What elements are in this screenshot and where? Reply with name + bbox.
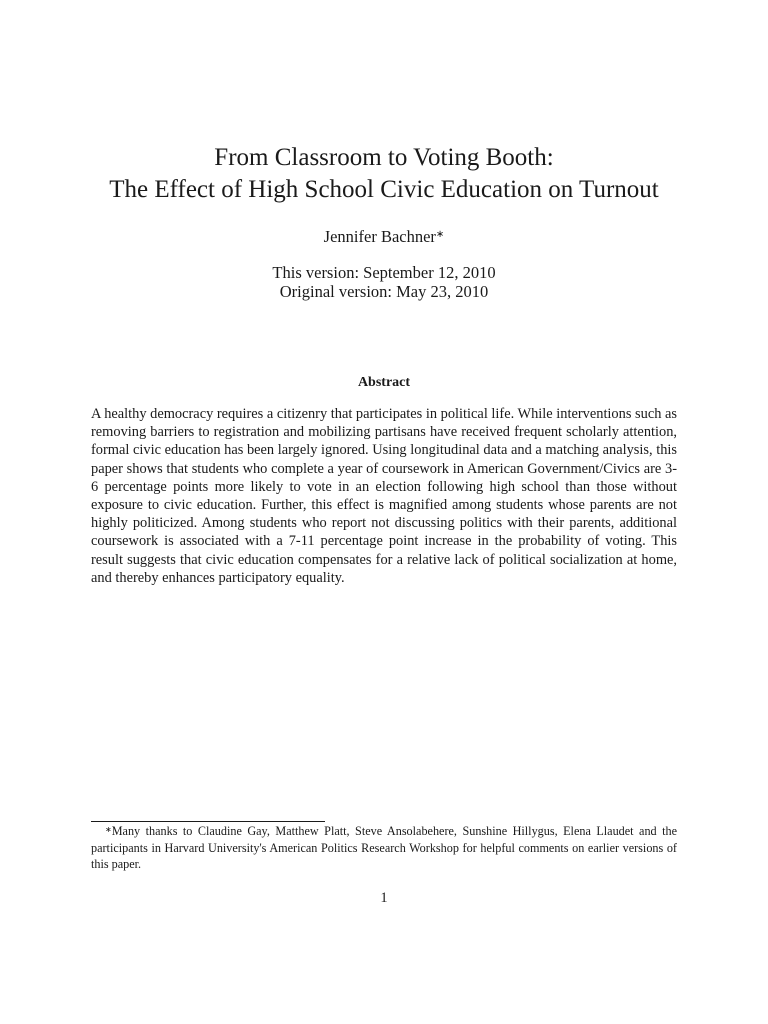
author-line (0, 227, 768, 247)
abstract-text: A healthy democracy requires a citizenry that participates in political life. While interventions such as removing barriers to registration and mobilizing partisans have received frequent scholarly attention, formal civic education has been largely ignored. Using longitudinal data and a matching analysis, this paper shows that students who complete a year of coursework in American Government/Civics are 3-6 percentage points more likely to vote in an election following high school than those without exposure to civic education. Further, this effect is magnified among students whose parents are not highly politicized. Among students who report not discussing politics with their parents, additional coursework is associated with a 7-11 percentage point increase in the probability of voting. This result suggests that civic education compensates for a relative lack of political socialization at home, and thereby enhances participatory equality. (91, 406, 677, 586)
title-line-1: From Classroom to Voting Booth: (214, 144, 554, 171)
footnote-text: Many thanks to Claudine Gay, Matthew Platt, Steve Ansolabehere, Sunshine Hillygus, Elena Llaudet and the participants in Harvard University's American Politics Research Workshop for helpful comments on earlier versions of this paper. (91, 824, 677, 871)
author-name: Jennifer Bachner (323, 227, 436, 246)
title-line-2: The Effect of High School Civic Education on Turnout (109, 176, 659, 203)
footnote-mark: ∗ (105, 825, 112, 834)
version-dates (0, 263, 768, 301)
author-footnote-mark: ∗ (435, 229, 445, 240)
original-version: Original version: May 23, 2010 (279, 282, 489, 301)
footnote-divider (91, 821, 325, 822)
abstract-heading: Abstract (357, 375, 411, 390)
footnote (91, 823, 677, 873)
this-version: This version: September 12, 2010 (272, 263, 496, 282)
paper-title (0, 142, 768, 206)
page-number: 1 (380, 890, 388, 906)
